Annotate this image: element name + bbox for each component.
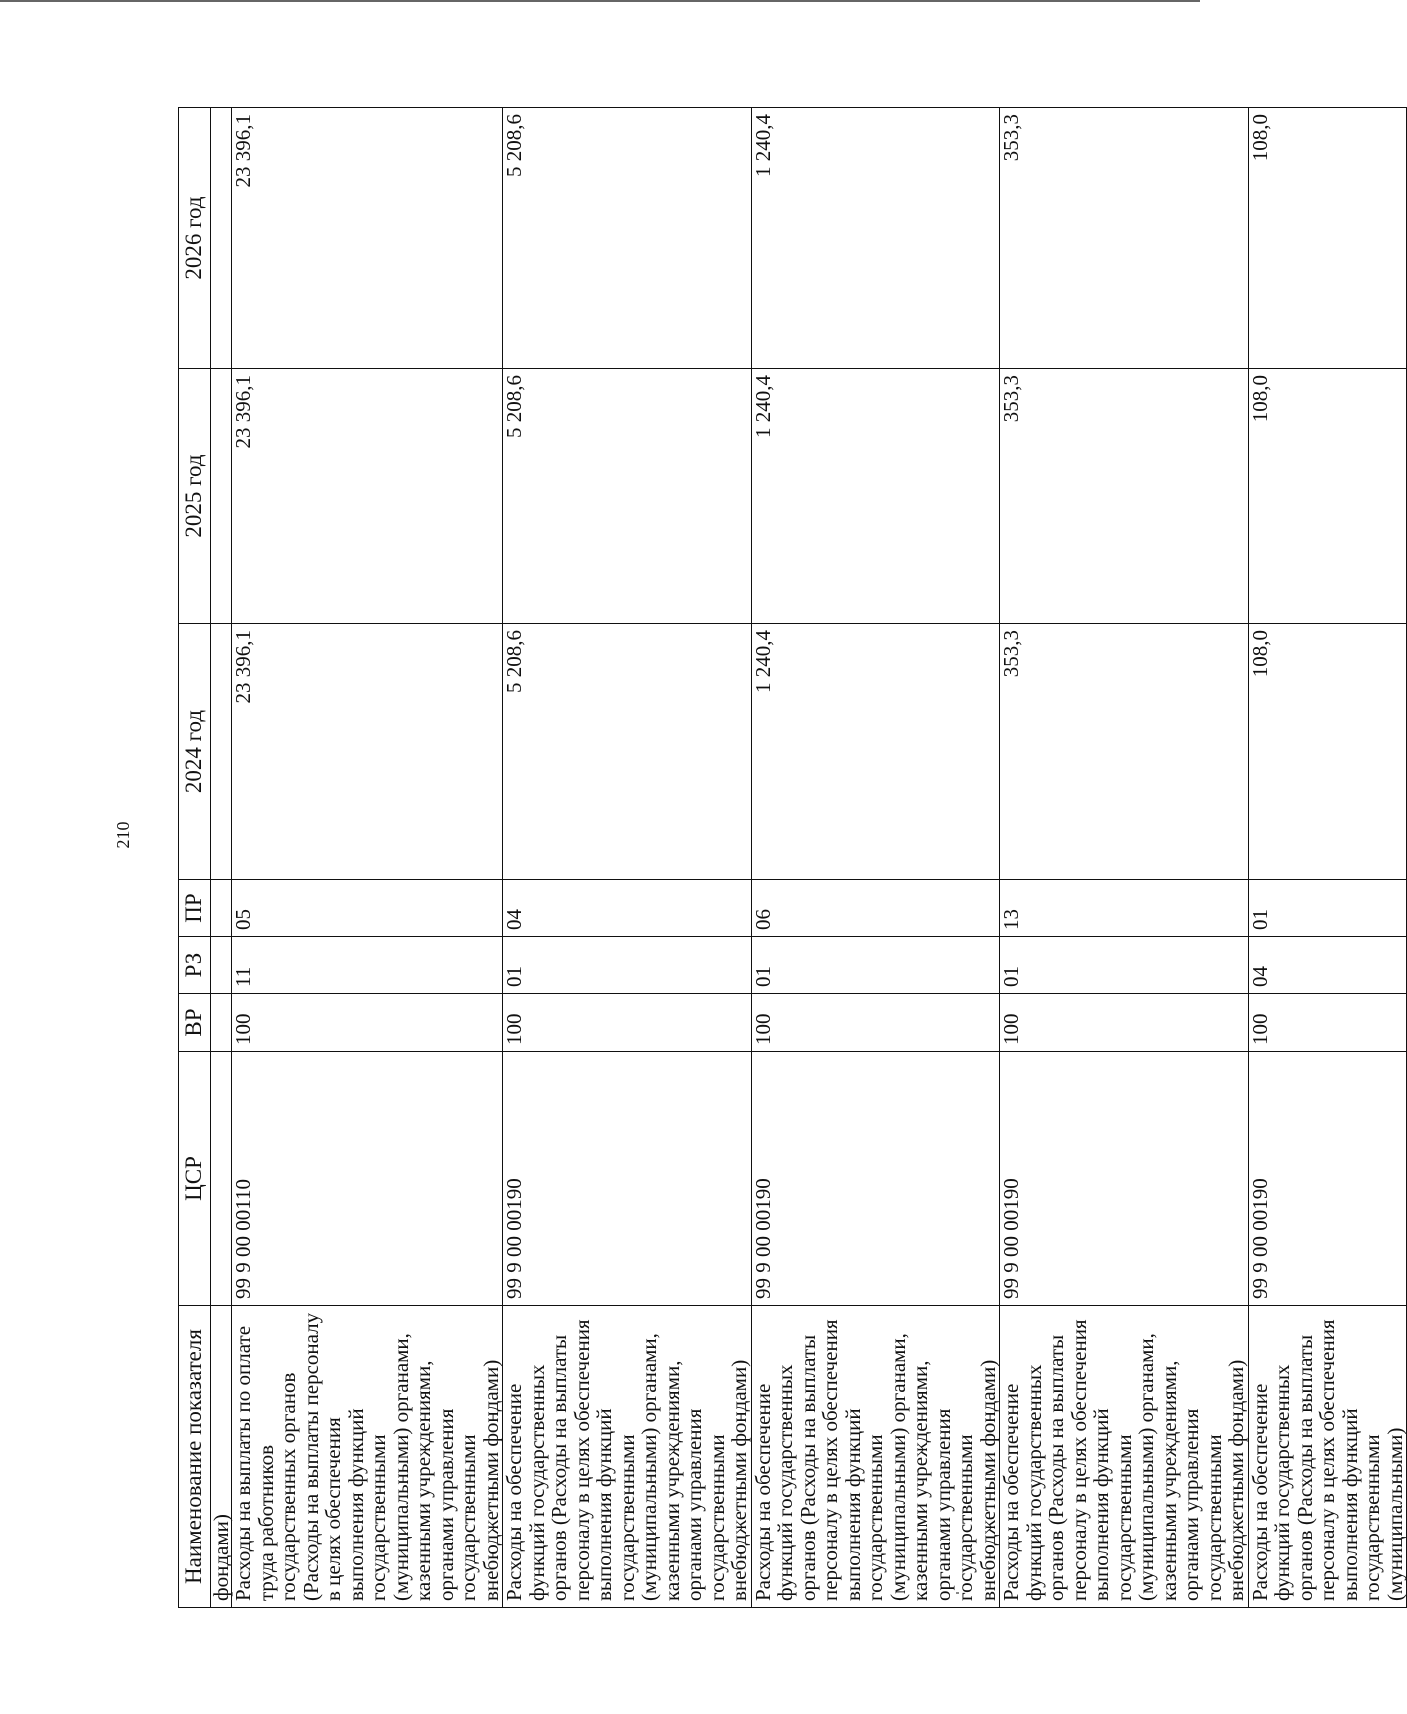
header-vr: ВР: [179, 994, 211, 1052]
table-row: [232, 108, 503, 1608]
row-vr: 100: [1248, 994, 1407, 1052]
row-name: Расходы на обеспечение функций государственных органов (Расходы на выплаты персоналу в целях обеспечения выполнения функций государственными (муниципальными) органами, казенными учреждениями, органами управления государственными внебюджетными фондами): [751, 1306, 1000, 1608]
row-2026: 1 240,4: [751, 108, 1000, 369]
table-header-row: [179, 108, 211, 1608]
row-pr: 05: [232, 880, 503, 937]
table-row: [503, 108, 752, 1608]
row-name: Расходы на обеспечение функций государственных органов (Расходы на выплаты персоналу в целях обеспечения выполнения функций государственными (муниципальными) органами, казенными учреждениями, органами управления государственными внебюджетными фондами): [503, 1306, 752, 1608]
table-row: [751, 108, 1000, 1608]
row-csr: 99 9 00 00110: [232, 1052, 503, 1306]
row-2024: 1 240,4: [751, 624, 1000, 880]
row-csr: 99 9 00 00190: [503, 1052, 752, 1306]
row-vr: 100: [503, 994, 752, 1052]
header-csr: ЦСР: [179, 1052, 211, 1306]
row-2025: 23 396,1: [232, 369, 503, 624]
row-rz: 01: [503, 937, 752, 994]
row-name: Расходы на обеспечение функций государственных органов (Расходы на выплаты персоналу в целях обеспечения выполнения функций государственными (муниципальными) органами, казенными учреждениями, органами управления государственными внебюджетными фондами): [1000, 1306, 1249, 1608]
rotated-table-container: [178, 108, 1407, 1608]
header-name: Наименование показателя: [179, 1306, 211, 1608]
row-pr: 06: [751, 880, 1000, 937]
budget-table: [178, 107, 1407, 1608]
table-row: [1000, 108, 1249, 1608]
header-2025: 2025 год: [179, 369, 211, 624]
row-2025: 353,3: [1000, 369, 1249, 624]
row-pr: 13: [1000, 880, 1249, 937]
row-vr: 100: [1000, 994, 1249, 1052]
row-vr: 100: [232, 994, 503, 1052]
row-csr: 99 9 00 00190: [1248, 1052, 1407, 1306]
table-row: [1248, 108, 1407, 1608]
row-rz: 01: [751, 937, 1000, 994]
row-vr: 100: [751, 994, 1000, 1052]
row-2024: 23 396,1: [232, 624, 503, 880]
row-2025: 108,0: [1248, 369, 1407, 624]
page-number: 210: [113, 821, 133, 849]
row-2026: 23 396,1: [232, 108, 503, 369]
row-rz: 04: [1248, 937, 1407, 994]
header-rz: РЗ: [179, 937, 211, 994]
continuation-text: фондами): [211, 1306, 232, 1608]
row-csr: 99 9 00 00190: [751, 1052, 1000, 1306]
header-2024: 2024 год: [179, 624, 211, 880]
row-2025: 5 208,6: [503, 369, 752, 624]
row-2024: 108,0: [1248, 624, 1407, 880]
row-pr: 01: [1248, 880, 1407, 937]
row-2024: 5 208,6: [503, 624, 752, 880]
continuation-row: [211, 108, 232, 1608]
row-csr: 99 9 00 00190: [1000, 1052, 1249, 1306]
row-2026: 5 208,6: [503, 108, 752, 369]
row-rz: 11: [232, 937, 503, 994]
header-pr: ПР: [179, 880, 211, 937]
row-2026: 353,3: [1000, 108, 1249, 369]
row-rz: 01: [1000, 937, 1249, 994]
row-name: Расходы на выплаты по оплате труда работников государственных органов (Расходы на выплаты персоналу в целях обеспечения выполнения функций государственными (муниципальными) органами, казенными учреждениями, органами управления государственными внебюджетными фондами): [232, 1306, 503, 1608]
row-2026: 108,0: [1248, 108, 1407, 369]
header-2026: 2026 год: [179, 108, 211, 369]
row-name: Расходы на обеспечение функций государственных органов (Расходы на выплаты персоналу в целях обеспечения выполнения функций государственными (муниципальными): [1248, 1306, 1407, 1608]
row-2024: 353,3: [1000, 624, 1249, 880]
row-2025: 1 240,4: [751, 369, 1000, 624]
top-border-line: [0, 0, 1200, 2]
row-pr: 04: [503, 880, 752, 937]
